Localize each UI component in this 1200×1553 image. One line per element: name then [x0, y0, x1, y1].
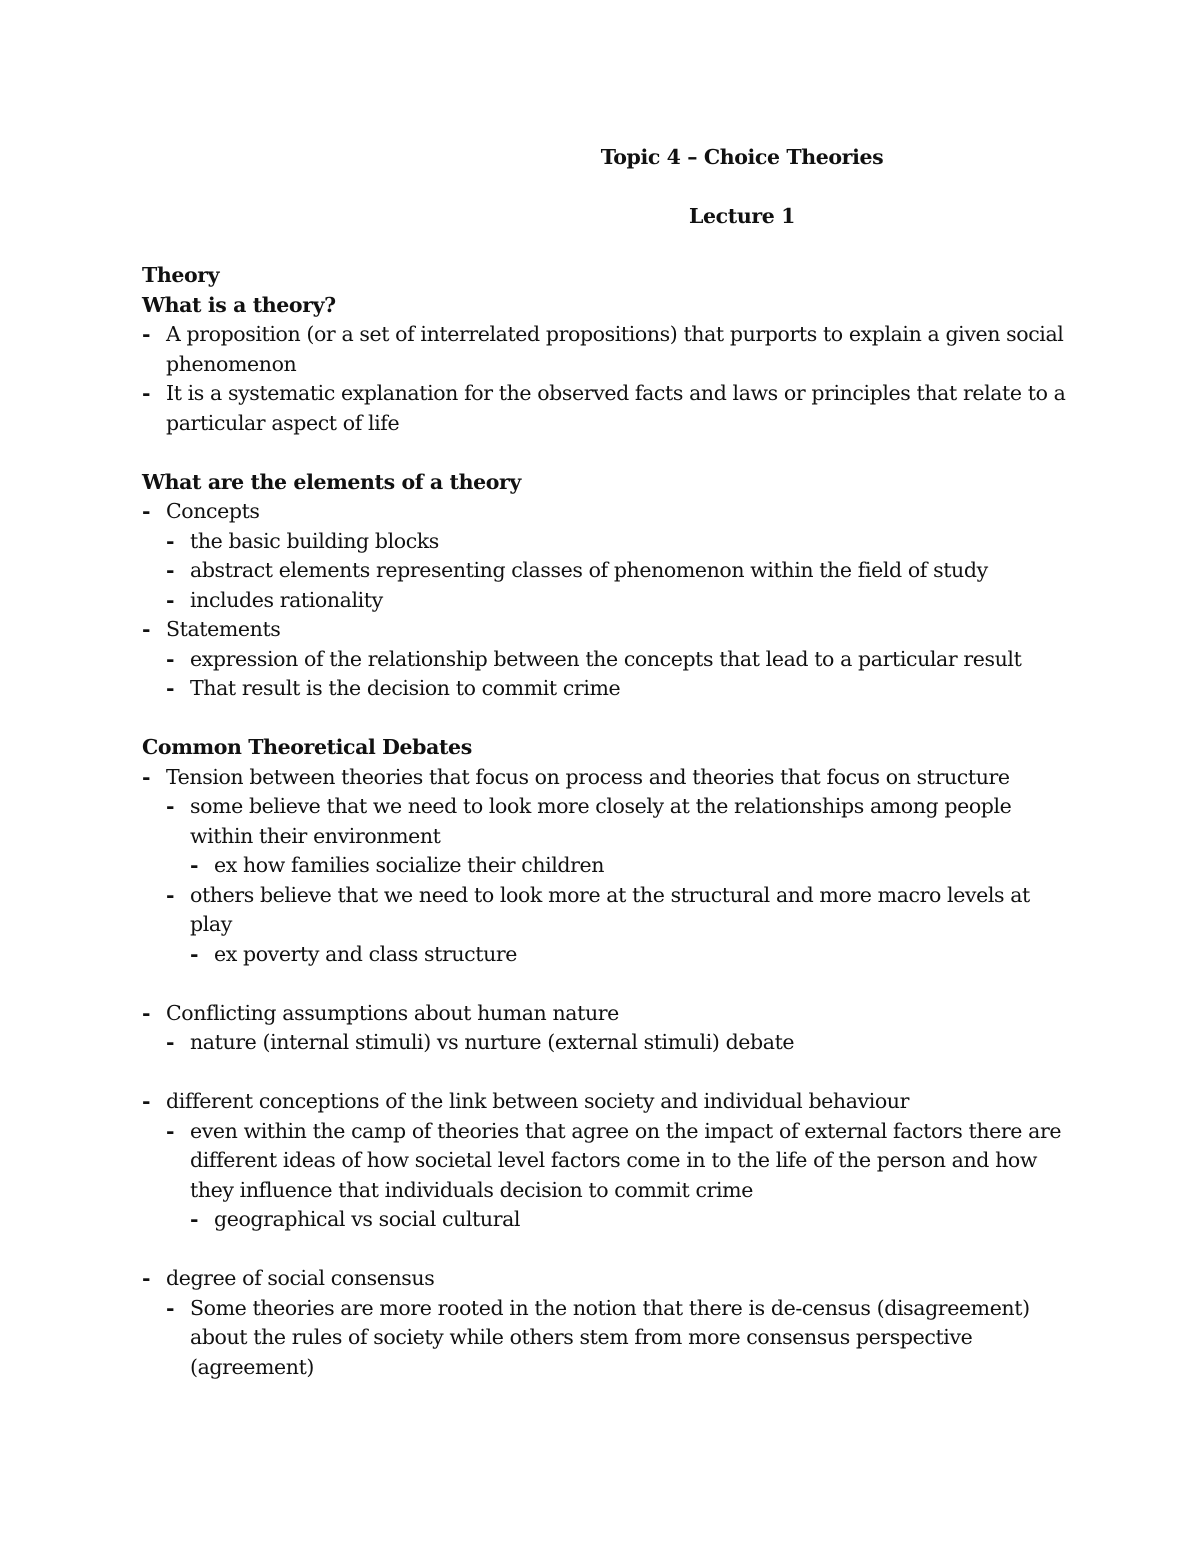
list-item: - others believe that we need to look more at the structural and more macro levels at play: [166, 882, 1030, 936]
list-item: - Some theories are more rooted in the notion that there is de-census (disagreement) about the rules of society while others stem from more consensus perspective (agreement): [166, 1295, 1030, 1379]
list-item: - Tension between theories that focus on process and theories that focus on structure: [142, 763, 1072, 793]
bullet-dash: -: [166, 558, 175, 582]
list-item: - It is a systematic explanation for the observed facts and laws or principles that relate to a particular aspect of life: [142, 381, 1066, 435]
bullet-dash: -: [142, 322, 151, 346]
debates-list: [142, 763, 1072, 970]
debates-list-consensus: [142, 1264, 1072, 1382]
bullet-dash: -: [190, 1207, 199, 1231]
list-item: - the basic building blocks: [142, 527, 1072, 557]
list-item: - That result is the decision to commit crime: [142, 674, 1072, 704]
list-item: - geographical vs social cultural: [142, 1205, 1072, 1235]
bullet-dash: -: [142, 1089, 151, 1113]
list-item: - expression of the relationship between the concepts that lead to a particular result: [142, 645, 1072, 675]
bullet-dash: -: [142, 764, 151, 789]
bullet-dash: -: [142, 1000, 151, 1025]
bullet-dash: -: [142, 617, 151, 641]
list-item: - different conceptions of the link between society and individual behaviour: [142, 1087, 1072, 1117]
list-item: - A proposition (or a set of interrelated propositions) that purports to explain a given social phenomenon: [142, 322, 1064, 376]
document-title: Topic 4 – Choice Theories: [600, 145, 884, 169]
bullet-dash: -: [166, 676, 175, 700]
bullet-dash: -: [166, 882, 175, 907]
bullet-dash: -: [190, 941, 199, 966]
list-item: - nature (internal stimuli) vs nurture (external stimuli) debate: [142, 1028, 1072, 1058]
document-body: [142, 143, 1072, 1382]
list-item: - ex poverty and class structure: [142, 940, 1072, 970]
bullet-dash: -: [166, 1295, 175, 1320]
list-item: - Conflicting assumptions about human nature: [142, 999, 1072, 1029]
elements-list: [142, 497, 1072, 704]
debates-list-nature: [142, 999, 1072, 1058]
bullet-dash: -: [142, 381, 151, 405]
debates-list-conceptions: [142, 1087, 1072, 1235]
bullet-dash: -: [166, 1030, 175, 1054]
bullet-dash: -: [166, 646, 175, 671]
section-heading-theory: Theory: [142, 263, 220, 287]
bullet-dash: -: [166, 1118, 175, 1143]
section-heading-elements: What are the elements of a theory: [142, 469, 521, 494]
bullet-dash: -: [166, 528, 175, 553]
list-item: - Statements: [142, 615, 1072, 645]
list-item: - abstract elements representing classes of phenomenon within the field of study: [142, 556, 1072, 586]
bullet-dash: -: [142, 1266, 151, 1290]
list-item: - Concepts: [142, 497, 1072, 527]
list-item: - ex how families socialize their children: [142, 851, 1072, 881]
list-item: - some believe that we need to look more closely at the relationships among people within their environment: [166, 794, 1012, 848]
section-heading-debates: Common Theoretical Debates: [142, 735, 472, 759]
bullet-dash: -: [142, 499, 151, 523]
list-item: - includes rationality: [142, 586, 1072, 616]
theory-list: [142, 320, 1072, 438]
theory-question: What is a theory?: [142, 292, 336, 317]
lecture-subtitle: Lecture 1: [689, 203, 795, 228]
list-item: - degree of social consensus: [142, 1264, 1072, 1294]
bullet-dash: -: [166, 587, 175, 612]
list-item: - even within the camp of theories that agree on the impact of external factors there are different ideas of how societal level factors come in to the life of the person and how they influence that individuals decision to commit crime: [166, 1118, 1062, 1202]
bullet-dash: -: [190, 853, 199, 877]
bullet-dash: -: [166, 794, 175, 818]
